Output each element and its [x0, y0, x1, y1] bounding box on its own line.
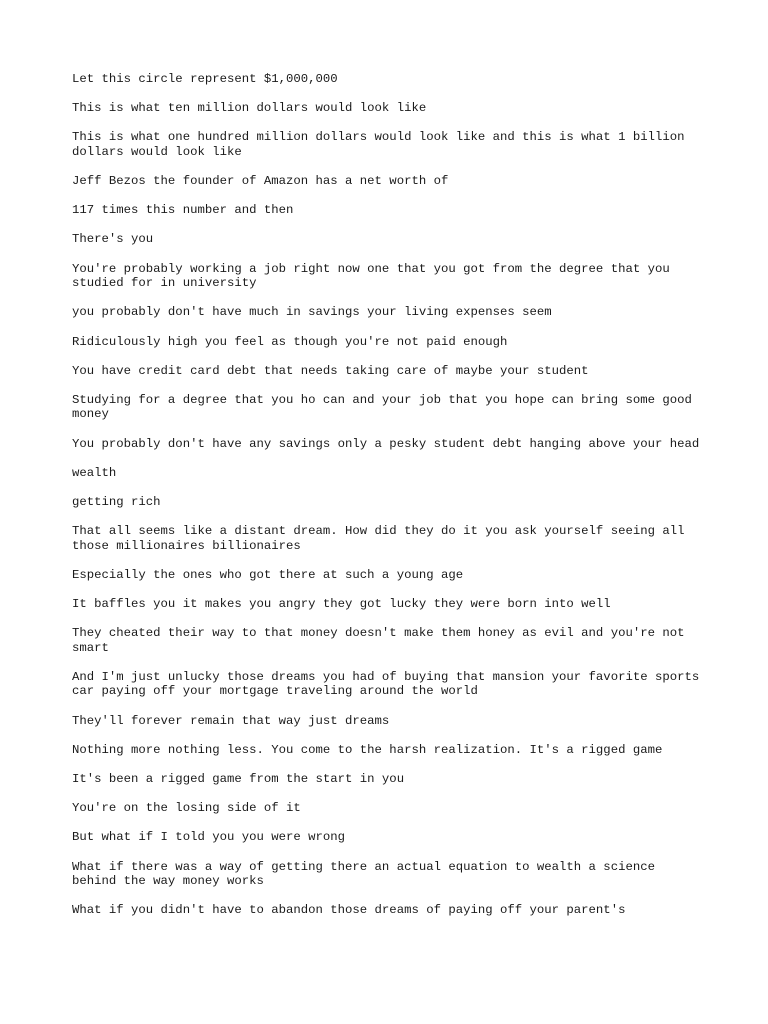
paragraph: wealth [72, 465, 117, 480]
paragraph: Let this circle represent $1,000,000 [72, 72, 338, 86]
paragraph: Studying for a degree that you ho can and your job that you hope can bring some good money [72, 392, 692, 422]
paragraph: You're probably working a job right now one that you got from the degree that you studied for in university [72, 261, 670, 291]
paragraph: This is what ten million dollars would look like [72, 101, 427, 116]
paragraph: Jeff Bezos the founder of Amazon has a net worth of [72, 174, 449, 189]
paragraph: Ridiculously high you feel as though you're not paid enough [72, 334, 508, 349]
paragraph: 117 times this number and then [72, 203, 294, 218]
paragraph: But what if I told you you were wrong [72, 830, 346, 845]
paragraph: There's you [72, 232, 154, 247]
transcript-body [72, 72, 700, 932]
paragraph: You have credit card debt that needs taking care of maybe your student [72, 363, 589, 378]
paragraph: What if there was a way of getting there an actual equation to wealth a science behind the way money works [72, 859, 655, 888]
paragraph: You're on the losing side of it [72, 801, 301, 816]
paragraph: Especially the ones who got there at such a young age [72, 567, 464, 582]
paragraph: This is what one hundred million dollars would look like and this is what 1 billion dollars would look like [72, 130, 685, 159]
paragraph: You probably don't have any savings only a pesky student debt hanging above your head [72, 436, 700, 451]
paragraph: It baffles you it makes you angry they got lucky they were born into well [72, 597, 611, 611]
paragraph: What if you didn't have to abandon those dreams of paying off your parent's [72, 903, 626, 918]
paragraph: Nothing more nothing less. You come to the harsh realization. It's a rigged game [72, 742, 663, 757]
paragraph: And I'm just unlucky those dreams you had of buying that mansion your favorite sports car paying off your mortgage traveling around the world [72, 669, 700, 699]
paragraph: It's been a rigged game from the start in you [72, 771, 405, 786]
paragraph: getting rich [72, 494, 161, 509]
paragraph: you probably don't have much in savings your living expenses seem [72, 305, 552, 320]
paragraph: They'll forever remain that way just dreams [72, 713, 390, 728]
paragraph: They cheated their way to that money doesn't make them honey as evil and you're not smart [72, 626, 685, 655]
paragraph: That all seems like a distant dream. How did they do it you ask yourself seeing all those millionaires billionaires [72, 524, 685, 553]
